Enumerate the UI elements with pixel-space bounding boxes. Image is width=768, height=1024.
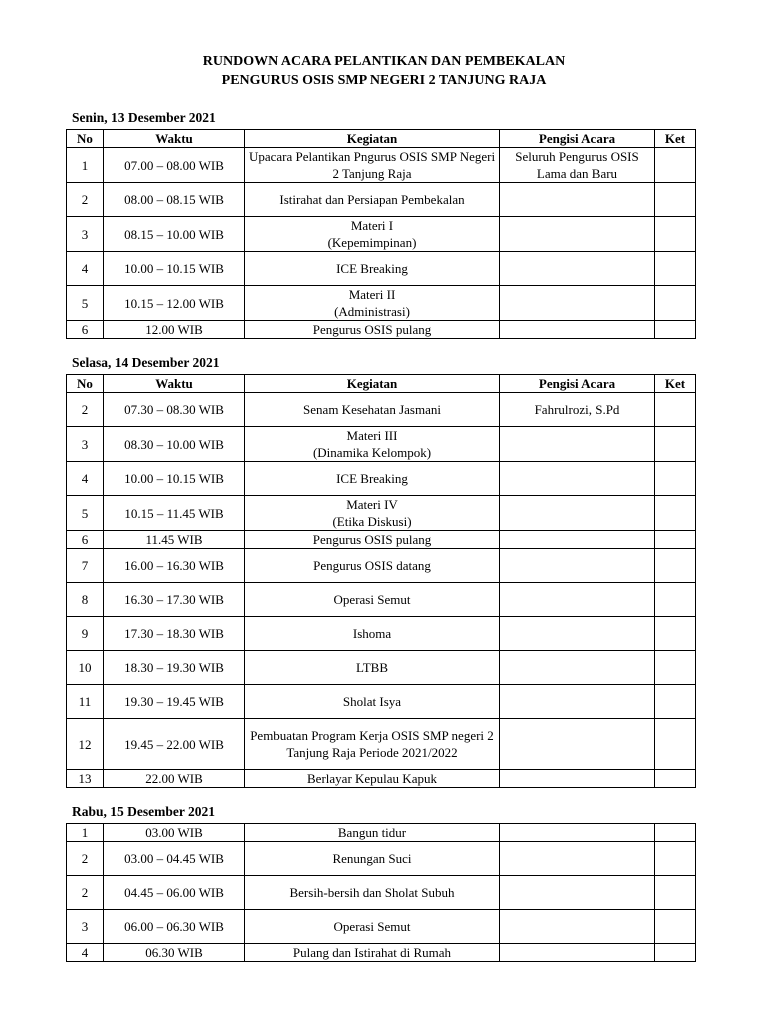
header-pengisi: Pengisi Acara — [500, 130, 655, 148]
cell-waktu: 10.15 – 12.00 WIB — [104, 286, 245, 321]
cell-ket — [655, 549, 696, 583]
header-waktu: Waktu — [104, 130, 245, 148]
cell-no: 7 — [67, 549, 104, 583]
cell-waktu: 11.45 WIB — [104, 531, 245, 549]
cell-pengisi — [500, 719, 655, 770]
cell-waktu: 22.00 WIB — [104, 770, 245, 788]
table-row — [67, 217, 696, 252]
cell-no: 3 — [67, 427, 104, 462]
cell-ket — [655, 183, 696, 217]
cell-pengisi — [500, 583, 655, 617]
cell-no: 3 — [67, 910, 104, 944]
schedule-table-selasa — [66, 374, 696, 788]
cell-pengisi — [500, 770, 655, 788]
cell-pengisi — [500, 549, 655, 583]
cell-pengisi — [500, 321, 655, 339]
cell-waktu: 03.00 WIB — [104, 824, 245, 842]
title-line-1: RUNDOWN ACARA PELANTIKAN DAN PEMBEKALAN — [202, 54, 566, 69]
cell-ket — [655, 944, 696, 962]
cell-waktu: 19.30 – 19.45 WIB — [104, 685, 245, 719]
cell-pengisi — [500, 910, 655, 944]
cell-ket — [655, 427, 696, 462]
cell-pengisi — [500, 217, 655, 252]
cell-ket — [655, 685, 696, 719]
cell-waktu: 16.00 – 16.30 WIB — [104, 549, 245, 583]
table-row — [67, 183, 696, 217]
table-row — [67, 617, 696, 651]
cell-pengisi — [500, 685, 655, 719]
cell-no: 2 — [67, 842, 104, 876]
cell-no: 1 — [67, 148, 104, 183]
cell-pengisi — [500, 462, 655, 496]
table-header-row — [67, 375, 696, 393]
cell-no: 10 — [67, 651, 104, 685]
table-row — [67, 651, 696, 685]
cell-waktu: 10.15 – 11.45 WIB — [104, 496, 245, 531]
cell-no: 5 — [67, 496, 104, 531]
cell-waktu: 10.00 – 10.15 WIB — [104, 462, 245, 496]
cell-ket — [655, 496, 696, 531]
table-row — [67, 876, 696, 910]
schedule-table-senin — [66, 129, 696, 339]
table-row — [67, 427, 696, 462]
cell-no: 5 — [67, 286, 104, 321]
cell-kegiatan: Materi IV (Etika Diskusi) — [245, 496, 500, 531]
cell-kegiatan: ICE Breaking — [245, 252, 500, 286]
cell-waktu: 07.30 – 08.30 WIB — [104, 393, 245, 427]
cell-no: 9 — [67, 617, 104, 651]
cell-pengisi — [500, 651, 655, 685]
cell-ket — [655, 217, 696, 252]
cell-waktu: 04.45 – 06.00 WIB — [104, 876, 245, 910]
day-label-rabu: Rabu, 15 Desember 2021 — [72, 804, 215, 819]
cell-kegiatan: Berlayar Kepulau Kapuk — [245, 770, 500, 788]
cell-pengisi — [500, 617, 655, 651]
table-row — [67, 770, 696, 788]
cell-ket — [655, 876, 696, 910]
cell-kegiatan: Bersih-bersih dan Sholat Subuh — [245, 876, 500, 910]
cell-waktu: 10.00 – 10.15 WIB — [104, 252, 245, 286]
cell-pengisi — [500, 427, 655, 462]
cell-ket — [655, 531, 696, 549]
table-row — [67, 462, 696, 496]
cell-kegiatan: Materi III (Dinamika Kelompok) — [245, 427, 500, 462]
day-label-selasa: Selasa, 14 Desember 2021 — [72, 355, 220, 370]
header-ket: Ket — [655, 130, 696, 148]
cell-ket — [655, 770, 696, 788]
schedule-table-rabu — [66, 823, 696, 962]
cell-kegiatan: Operasi Semut — [245, 910, 500, 944]
cell-pengisi — [500, 944, 655, 962]
header-no: No — [67, 130, 104, 148]
cell-pengisi: Fahrulrozi, S.Pd — [500, 393, 655, 427]
cell-ket — [655, 719, 696, 770]
cell-kegiatan: Pembuatan Program Kerja OSIS SMP negeri 2 Tanjung Raja Periode 2021/2022 — [245, 719, 500, 770]
cell-waktu: 06.00 – 06.30 WIB — [104, 910, 245, 944]
cell-no: 11 — [67, 685, 104, 719]
cell-kegiatan: Materi II (Administrasi) — [245, 286, 500, 321]
cell-pengisi: Seluruh Pengurus OSIS Lama dan Baru — [500, 148, 655, 183]
cell-ket — [655, 286, 696, 321]
cell-waktu: 07.00 – 08.00 WIB — [104, 148, 245, 183]
cell-kegiatan: Pengurus OSIS datang — [245, 549, 500, 583]
cell-waktu: 12.00 WIB — [104, 321, 245, 339]
table-row — [67, 549, 696, 583]
cell-kegiatan: ICE Breaking — [245, 462, 500, 496]
cell-no: 6 — [67, 321, 104, 339]
cell-waktu: 08.00 – 08.15 WIB — [104, 183, 245, 217]
cell-kegiatan: Upacara Pelantikan Pngurus OSIS SMP Negeri 2 Tanjung Raja — [245, 148, 500, 183]
table-row — [67, 719, 696, 770]
cell-ket — [655, 824, 696, 842]
header-kegiatan: Kegiatan — [245, 130, 500, 148]
cell-kegiatan: Renungan Suci — [245, 842, 500, 876]
cell-kegiatan: LTBB — [245, 651, 500, 685]
cell-no: 2 — [67, 183, 104, 217]
cell-kegiatan: Istirahat dan Persiapan Pembekalan — [245, 183, 500, 217]
cell-ket — [655, 617, 696, 651]
cell-kegiatan: Bangun tidur — [245, 824, 500, 842]
day-label-senin: Senin, 13 Desember 2021 — [72, 110, 216, 125]
table-row — [67, 286, 696, 321]
cell-kegiatan: Operasi Semut — [245, 583, 500, 617]
title-line-2: PENGURUS OSIS SMP NEGERI 2 TANJUNG RAJA — [221, 73, 547, 88]
cell-no: 4 — [67, 462, 104, 496]
cell-pengisi — [500, 531, 655, 549]
cell-kegiatan: Senam Kesehatan Jasmani — [245, 393, 500, 427]
cell-kegiatan: Materi I (Kepemimpinan) — [245, 217, 500, 252]
table-row — [67, 148, 696, 183]
cell-no: 3 — [67, 217, 104, 252]
cell-ket — [655, 910, 696, 944]
cell-ket — [655, 842, 696, 876]
cell-pengisi — [500, 824, 655, 842]
cell-pengisi — [500, 496, 655, 531]
header-pengisi: Pengisi Acara — [500, 375, 655, 393]
table-header-row — [67, 130, 696, 148]
cell-waktu: 16.30 – 17.30 WIB — [104, 583, 245, 617]
cell-waktu: 17.30 – 18.30 WIB — [104, 617, 245, 651]
table-row — [67, 910, 696, 944]
header-no: No — [67, 375, 104, 393]
cell-no: 8 — [67, 583, 104, 617]
cell-pengisi — [500, 252, 655, 286]
cell-no: 2 — [67, 393, 104, 427]
cell-kegiatan: Sholat Isya — [245, 685, 500, 719]
header-waktu: Waktu — [104, 375, 245, 393]
cell-no: 2 — [67, 876, 104, 910]
header-kegiatan: Kegiatan — [245, 375, 500, 393]
cell-ket — [655, 462, 696, 496]
cell-no: 4 — [67, 944, 104, 962]
cell-kegiatan: Pulang dan Istirahat di Rumah — [245, 944, 500, 962]
cell-no: 4 — [67, 252, 104, 286]
cell-waktu: 06.30 WIB — [104, 944, 245, 962]
table-row — [67, 321, 696, 339]
table-row — [67, 824, 696, 842]
table-row — [67, 531, 696, 549]
cell-waktu: 08.15 – 10.00 WIB — [104, 217, 245, 252]
document-title — [0, 52, 768, 90]
cell-waktu: 03.00 – 04.45 WIB — [104, 842, 245, 876]
cell-pengisi — [500, 876, 655, 910]
cell-no: 6 — [67, 531, 104, 549]
table-row — [67, 944, 696, 962]
cell-kegiatan: Ishoma — [245, 617, 500, 651]
cell-kegiatan: Pengurus OSIS pulang — [245, 321, 500, 339]
cell-pengisi — [500, 842, 655, 876]
cell-pengisi — [500, 286, 655, 321]
table-row — [67, 842, 696, 876]
cell-ket — [655, 252, 696, 286]
cell-kegiatan: Pengurus OSIS pulang — [245, 531, 500, 549]
cell-ket — [655, 321, 696, 339]
cell-waktu: 18.30 – 19.30 WIB — [104, 651, 245, 685]
table-row — [67, 496, 696, 531]
cell-no: 13 — [67, 770, 104, 788]
cell-pengisi — [500, 183, 655, 217]
table-row — [67, 583, 696, 617]
cell-no: 1 — [67, 824, 104, 842]
cell-ket — [655, 583, 696, 617]
table-row — [67, 252, 696, 286]
table-row — [67, 685, 696, 719]
cell-ket — [655, 148, 696, 183]
cell-no: 12 — [67, 719, 104, 770]
cell-ket — [655, 393, 696, 427]
cell-waktu: 08.30 – 10.00 WIB — [104, 427, 245, 462]
cell-ket — [655, 651, 696, 685]
table-row — [67, 393, 696, 427]
cell-waktu: 19.45 – 22.00 WIB — [104, 719, 245, 770]
header-ket: Ket — [655, 375, 696, 393]
